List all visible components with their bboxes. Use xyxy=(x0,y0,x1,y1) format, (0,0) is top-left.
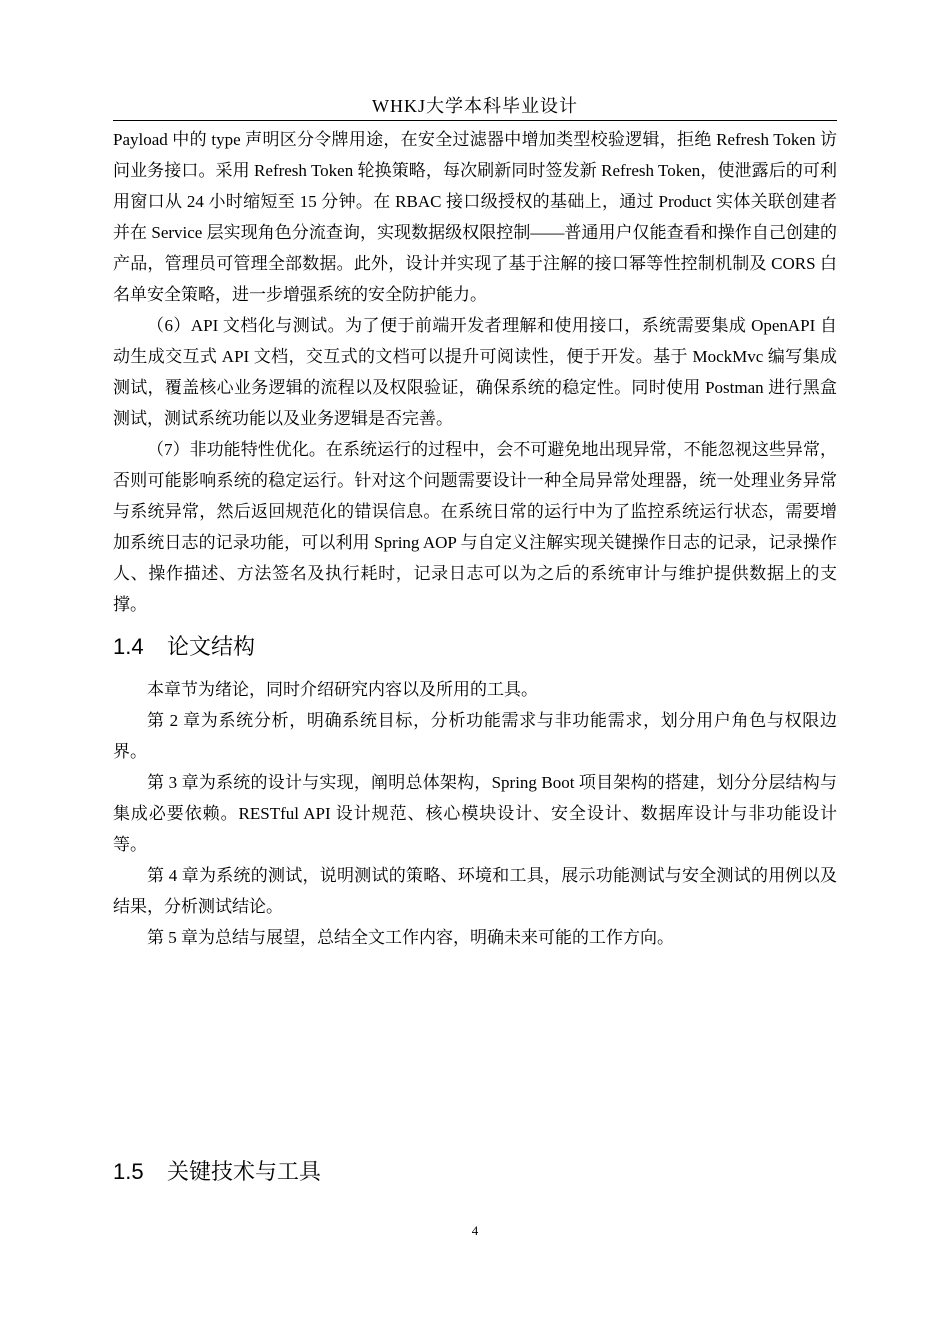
section-number: 1.4 xyxy=(113,634,144,659)
structure-paragraph: 第 4 章为系统的测试，说明测试的策略、环境和工具，展示功能测试与安全测试的用例以及结果，分析测试结论。 xyxy=(113,866,837,916)
section-number: 1.5 xyxy=(113,1159,144,1184)
section-heading-1-4 xyxy=(113,630,837,665)
item-6-paragraph: （6）API 文档化与测试。为了便于前端开发者理解和使用接口，系统需要集成 OpenAPI 自动生成交互式 API 文档，交互式的文档可以提升可阅读性，便于开发。基于 MockMvc 编写集成测试，覆盖核心业务逻辑的流程以及权限验证，确保系统的稳定性。同时使用 Postman 进行黑盒测试，测试系统功能以及业务逻辑是否完善。 xyxy=(113,316,837,428)
structure-paragraph: 第 3 章为系统的设计与实现，阐明总体架构，Spring Boot 项目架构的搭建，划分分层结构与集成必要依赖。RESTful API 设计规范、核心模块设计、安全设计、数据库设计与非功能设计等。 xyxy=(113,773,837,854)
header-rule xyxy=(113,120,837,121)
structure-paragraph: 第 2 章为系统分析，明确系统目标，分析功能需求与非功能需求，划分用户角色与权限边界。 xyxy=(113,711,837,761)
section-title: 论文结构 xyxy=(167,635,256,660)
structure-paragraph: 第 5 章为总结与展望，总结全文工作内容，明确未来可能的工作方向。 xyxy=(147,928,674,947)
item-7-paragraph: （7）非功能特性优化。在系统运行的过程中，会不可避免地出现异常，不能忽视这些异常，否则可能影响系统的稳定运行。针对这个问题需要设计一种全局异常处理器，统一处理业务异常与系统异常，然后返回规范化的错误信息。在系统日常的运行中为了监控系统运行状态，需要增加系统日志的记录功能，可以利用 Spring AOP 与自定义注解实现关键操作日志的记录，记录操作人、操作描述、方法签名及执行耗时，记录日志可以为之后的系统审计与维护提供数据上的支撑。 xyxy=(113,440,837,614)
body-content xyxy=(113,124,837,953)
intro-paragraph: Payload 中的 type 声明区分令牌用途，在安全过滤器中增加类型校验逻辑，拒绝 Refresh Token 访问业务接口。采用 Refresh Token 轮换策略，每次刷新同时签发新 Refresh Token，使泄露后的可利用窗口从 24 小时缩短至 15 分钟。在 RBAC 接口级授权的基础上，通过 Product 实体关联创建者并在 Service 层实现角色分流查询，实现数据级权限控制——普通用户仅能查看和操作自己创建的产品，管理员可管理全部数据。此外，设计并实现了基于注解的接口幂等性控制机制及 CORS 白名单安全策略，进一步增强系统的安全防护能力。 xyxy=(113,130,837,304)
page-number: 4 xyxy=(471,1223,479,1238)
structure-paragraph: 本章节为绪论，同时介绍研究内容以及所用的工具。 xyxy=(147,680,538,699)
section-title: 关键技术与工具 xyxy=(167,1160,322,1185)
section-heading-1-5 xyxy=(113,1155,837,1190)
page-header-title: WHKJ大学本科毕业设计 xyxy=(372,96,578,116)
